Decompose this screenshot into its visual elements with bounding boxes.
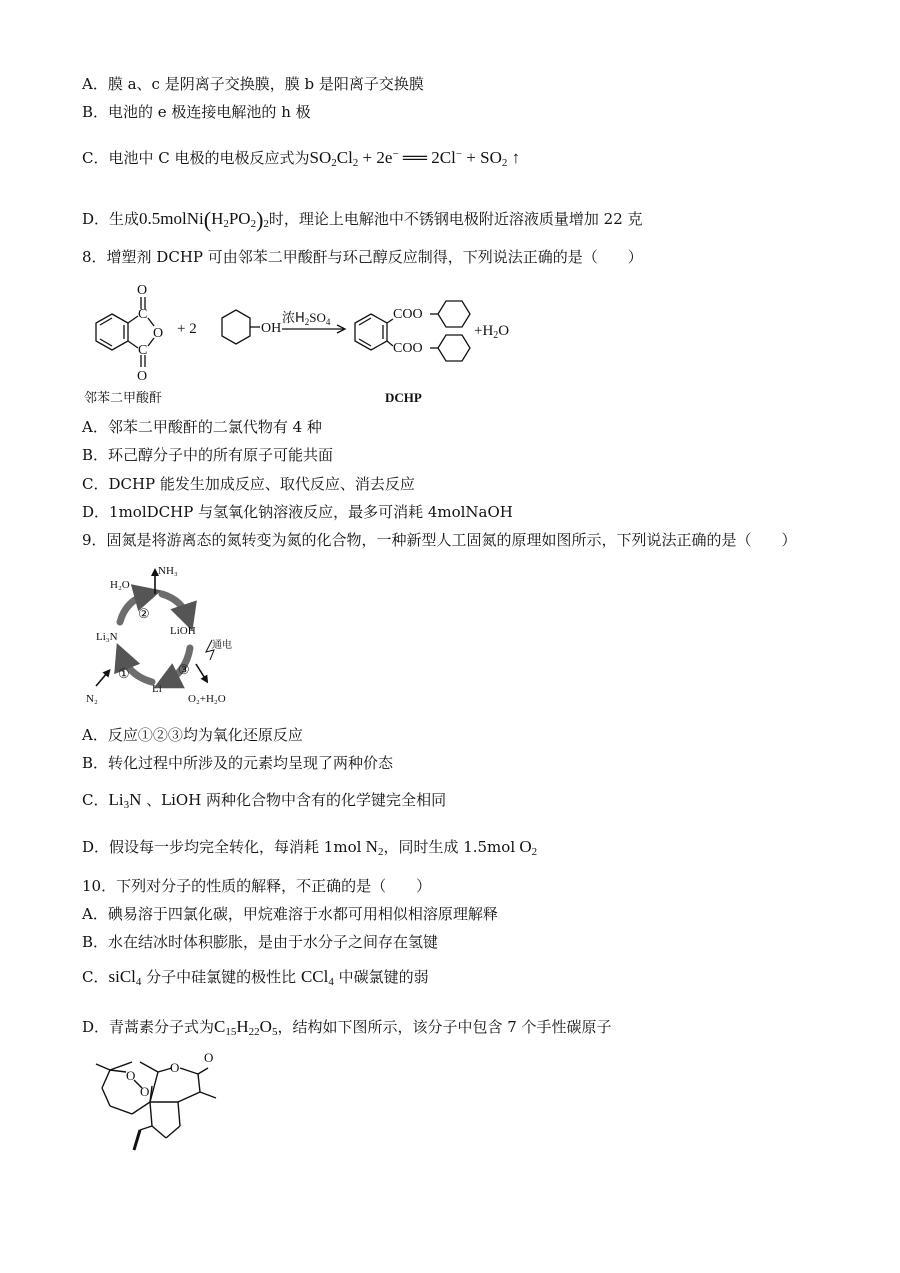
q10-option-d-post: ，结构如下图所示，该分子中包含 7 个手性碳原子: [277, 1018, 612, 1036]
condition-mid: SO: [309, 310, 326, 325]
o-atom-4: O: [204, 1050, 214, 1065]
oh-label: OH: [261, 321, 282, 336]
step-3: ③: [178, 662, 190, 677]
q8-option-a: A．邻苯二甲酸酐的二氯代物有 4 种: [82, 418, 322, 436]
ring-c-bottom: C: [138, 343, 148, 358]
label-o2h2o: O₂+H₂O: [188, 693, 226, 705]
q7-option-d-pre: D．生成: [82, 210, 140, 228]
q9-option-b: B．转化过程中所涉及的元素均呈现了两种价态: [82, 754, 394, 772]
q10-option-c-post: 中碳氯键的弱: [338, 968, 429, 986]
label-h2o: H₂O: [110, 579, 130, 591]
q9-option-d-pre: D．假设每一步均完全转化，每消耗 1mol: [82, 838, 362, 856]
label-li3n: Li₃N: [96, 631, 118, 643]
q9-stem: 9．固氮是将游离态的氮转变为氮的化合物，一种新型人工固氮的原理如图所示，下列说法正确的是（ ）: [82, 531, 797, 549]
q10-option-a: A．碘易溶于四氯化碳，甲烷难溶于水都可用相似相溶原理解释: [82, 905, 498, 923]
label-n2: N₂: [86, 693, 98, 705]
artemisinin-structure: [88, 1050, 228, 1162]
q8-option-c: C．DCHP 能发生加成反应、取代反应、消去反应: [82, 475, 415, 493]
q9-option-d: D．假设每一步均完全转化，每消耗 1mol $N_2$，同时生成 1.5mol $O_2$: [82, 837, 538, 858]
label-li: Li: [152, 683, 162, 695]
q9-nitrogen-cycle-diagram: [82, 560, 252, 710]
label-electrolysis: 通电: [212, 640, 232, 651]
ring-c-top: C: [138, 307, 148, 322]
svg-text:浓H2SO4: 浓$H_2SO_4$: [282, 310, 331, 327]
q9-option-a: A．反应①②③均为氧化还原反应: [82, 726, 303, 744]
product-label: DCHP: [385, 390, 422, 405]
q8-option-d: D．1molDCHP 与氢氧化钠溶液反应，最多可消耗 4molNaOH: [82, 503, 513, 521]
reactant-label: 邻苯二甲酸酐: [84, 391, 163, 406]
label-lioh: LiOH: [170, 625, 196, 637]
q7-formula: $0.5molNi(H_2PO_2)_2$: [139, 207, 269, 232]
water-o: O: [498, 323, 510, 339]
step-1: ①: [118, 666, 130, 681]
carbonyl-o-top: O: [137, 283, 148, 298]
q7-option-c-text: C．电池中 C 电极的电极反应式为: [82, 149, 310, 167]
o-atom-1: O: [126, 1068, 136, 1083]
q9-option-c-text: 、LiOH 两种化合物中含有的化学键完全相同: [146, 791, 447, 809]
q8-stem: 8．增塑剂 DCHP 可由邻苯二甲酸酐与环己醇反应制得，下列说法正确的是（ ）: [82, 248, 643, 266]
plus-two: + 2: [177, 321, 197, 337]
plus-water: +H: [474, 323, 494, 339]
q7-equation: $SO_2Cl_2 + 2e^-$ ══ $2Cl^- + SO_2$ ↑: [309, 148, 521, 169]
q10-option-c: C．siCl$_4$ 分子中硅氯键的极性比 CCl$_4$ 中碳氯键的弱: [82, 967, 429, 988]
q8-reaction-scheme: [82, 278, 542, 408]
q10-option-d: D．青蒿素分子式为$C_{15}H_{22}O_5$，结构如下图所示，该分子中包含 7 个手性碳原子: [82, 1017, 612, 1038]
q7-option-c: [82, 148, 520, 168]
step-2: ②: [138, 606, 150, 621]
carbonyl-o-bottom: O: [137, 369, 148, 384]
q9-option-d-mid: ，同时生成 1.5mol: [383, 838, 516, 856]
q7-option-d-post: 时，理论上电解池中不锈钢电极附近溶液质量增加 22 克: [268, 210, 643, 228]
o-atom-2: O: [140, 1084, 150, 1099]
coo-bottom: COO: [393, 341, 423, 356]
q7-option-d: [82, 209, 643, 230]
q7-option-a: A．膜 a、c 是阴离子交换膜，膜 b 是阳离子交换膜: [82, 75, 424, 93]
o-atom-3: O: [170, 1060, 180, 1075]
q8-option-b: B．环己醇分子中的所有原子可能共面: [82, 446, 334, 464]
q9-option-c: C．$Li_3N$ 、LiOH 两种化合物中含有的化学键完全相同: [82, 790, 447, 811]
coo-top: COO: [393, 307, 423, 322]
q7-option-b: B．电池的 e 极连接电解池的 h 极: [82, 103, 311, 121]
ring-o: O: [153, 326, 164, 341]
q10-stem: 10．下列对分子的性质的解释，不正确的是（ ）: [82, 877, 432, 895]
q10-option-d-pre: D．青蒿素分子式为: [82, 1018, 215, 1036]
q10-option-c-mid: 分子中硅氯键的极性比: [146, 968, 297, 986]
condition-pre: 浓H: [282, 311, 305, 326]
label-nh3: NH₃: [158, 565, 178, 577]
q10-option-b: B．水在结冰时体积膨胀，是由于水分子之间存在氢键: [82, 933, 439, 951]
svg-text:+H2O: $+H_2O$: [474, 323, 510, 341]
